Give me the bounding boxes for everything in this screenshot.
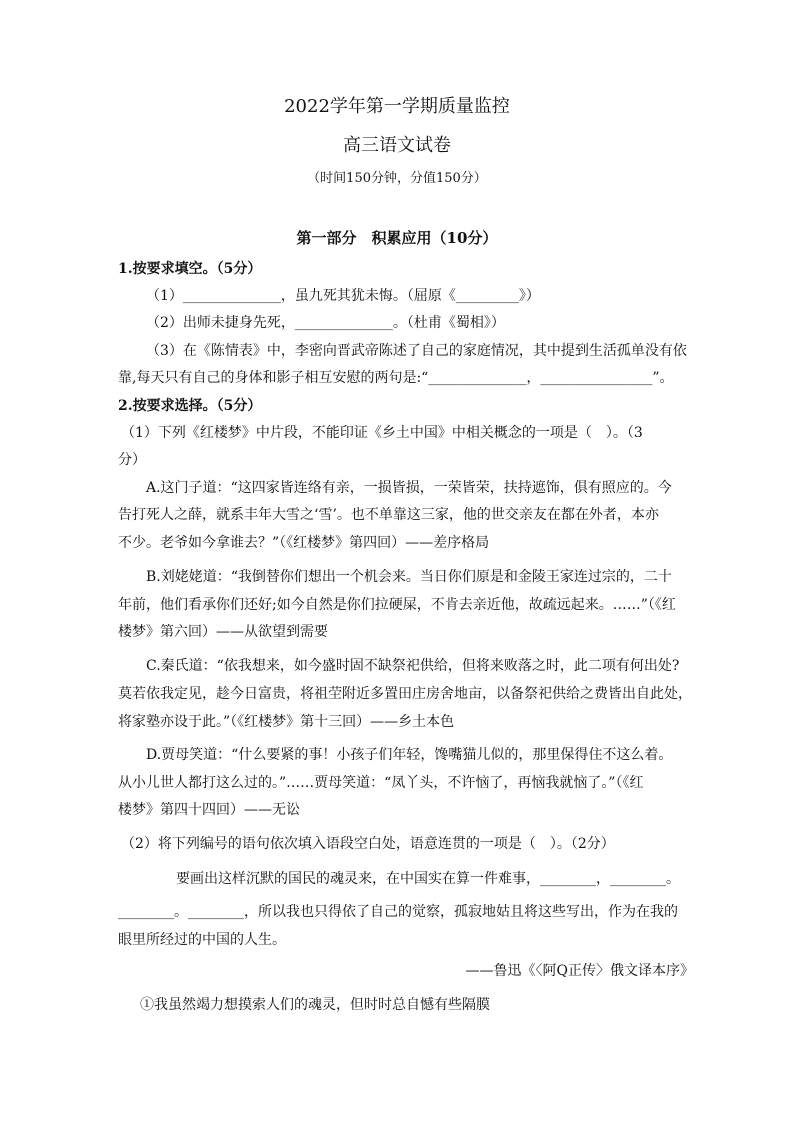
passage-line-2: ________。________，所以我也只得依了自己的觉察，孤寂地姑且将这些写出，作为在我的 [118, 904, 678, 920]
option-d-line-3: 楼梦》第四十四回）——无讼 [118, 802, 300, 818]
question-1-item-3-line-2: 靠,每天只有自己的身体和影子相互安慰的两句是:“______________，________________”。 [118, 370, 674, 386]
question-1-item-3-line-1: （3）在《陈情表》中，李密向晋武帝陈述了自己的家庭情况，其中提到生活孤单没有依 [146, 343, 687, 359]
question-2-sub-2: （2）将下列编号的语句依次填入语段空白处，语意连贯的一项是（ ）。（2分） [121, 836, 615, 852]
option-b-line-3: 楼梦》第六回）——从欲望到需要 [118, 624, 328, 640]
option-d-line-2: 从小儿世人都打这么过的。”……贾母笑道：“凤丫头，不许恼了，再恼我就恼了。”（《红 [118, 775, 644, 791]
question-1-title: 1.按要求填空。（5分） [118, 261, 262, 277]
sentence-option-1: ①我虽然竭力想摸索人们的魂灵，但时时总自憾有些隔膜 [140, 997, 490, 1013]
exam-subtitle: 高三语文试卷 [343, 135, 451, 156]
question-1-item-1: （1）______________，虽九死其犹未悔。（屈原《_________》） [146, 288, 540, 304]
question-2-sub-1-line-1: （1）下列《红楼梦》中片段，不能印证《乡土中国》中相关概念的一项是（ ）。（3 [121, 425, 643, 441]
exam-title: 2022学年第一学期质量监控 [284, 96, 510, 117]
question-2-sub-1-line-2: 分） [118, 452, 146, 468]
passage-line-1: 要画出这样沉默的国民的魂灵来，在中国实在算一件难事，________，________。 [176, 871, 680, 887]
section-heading: 第一部分 积累应用（10分） [296, 229, 498, 247]
passage-source: ——鲁迅《〈阿Q正传〉俄文译本序》 [465, 963, 694, 979]
exam-note: （时间150分钟，分值150分） [307, 171, 487, 186]
option-c-line-3: 将家塾亦设于此。”（《红楼梦》第十三回）——乡土本色 [118, 714, 455, 730]
option-c-line-2: 莫若依我定见，趁今日富贵，将祖茔附近多置田庄房舍地亩，以备祭祀供给之费皆出自此处， [118, 686, 692, 702]
option-c-line-1: C.秦氏道：“依我想来，如今盛时固不缺祭祀供给，但将来败落之时，此二项有何出处? [146, 658, 680, 674]
question-1-item-2: （2）出师未捷身先死，______________。（杜甫《蜀相》） [146, 315, 505, 331]
option-a-line-1: A.这门子道：“这四家皆连络有亲，一损皆损，一荣皆荣，扶持遮饰，俱有照应的。今 [146, 480, 672, 496]
passage-line-3: 眼里所经过的中国的人生。 [118, 932, 286, 948]
option-a-line-2: 告打死人之薛，就系丰年大雪之‘雪’。也不单靠这三家，他的世交亲友在都在外者，本亦 [118, 507, 659, 523]
option-b-line-2: 年前，他们看承你们还好;如今自然是你们拉硬屎，不肯去亲近他，故疏远起来。……”（《红 [118, 597, 676, 613]
option-d-line-1: D.贾母笑道：“什么要紧的事！小孩子们年轻，馋嘴猫儿似的，那里保得住不这么着。 [146, 747, 673, 763]
question-2-title: 2.按要求选择。（5分） [118, 398, 262, 414]
option-a-line-3: 不少。老爷如今拿谁去？”（《红楼梦》第四回）——差序格局 [118, 535, 490, 551]
option-b-line-1: B.刘姥姥道：“我倒替你们想出一个机会来。当日你们原是和金陵王家连过宗的，二十 [146, 569, 672, 585]
